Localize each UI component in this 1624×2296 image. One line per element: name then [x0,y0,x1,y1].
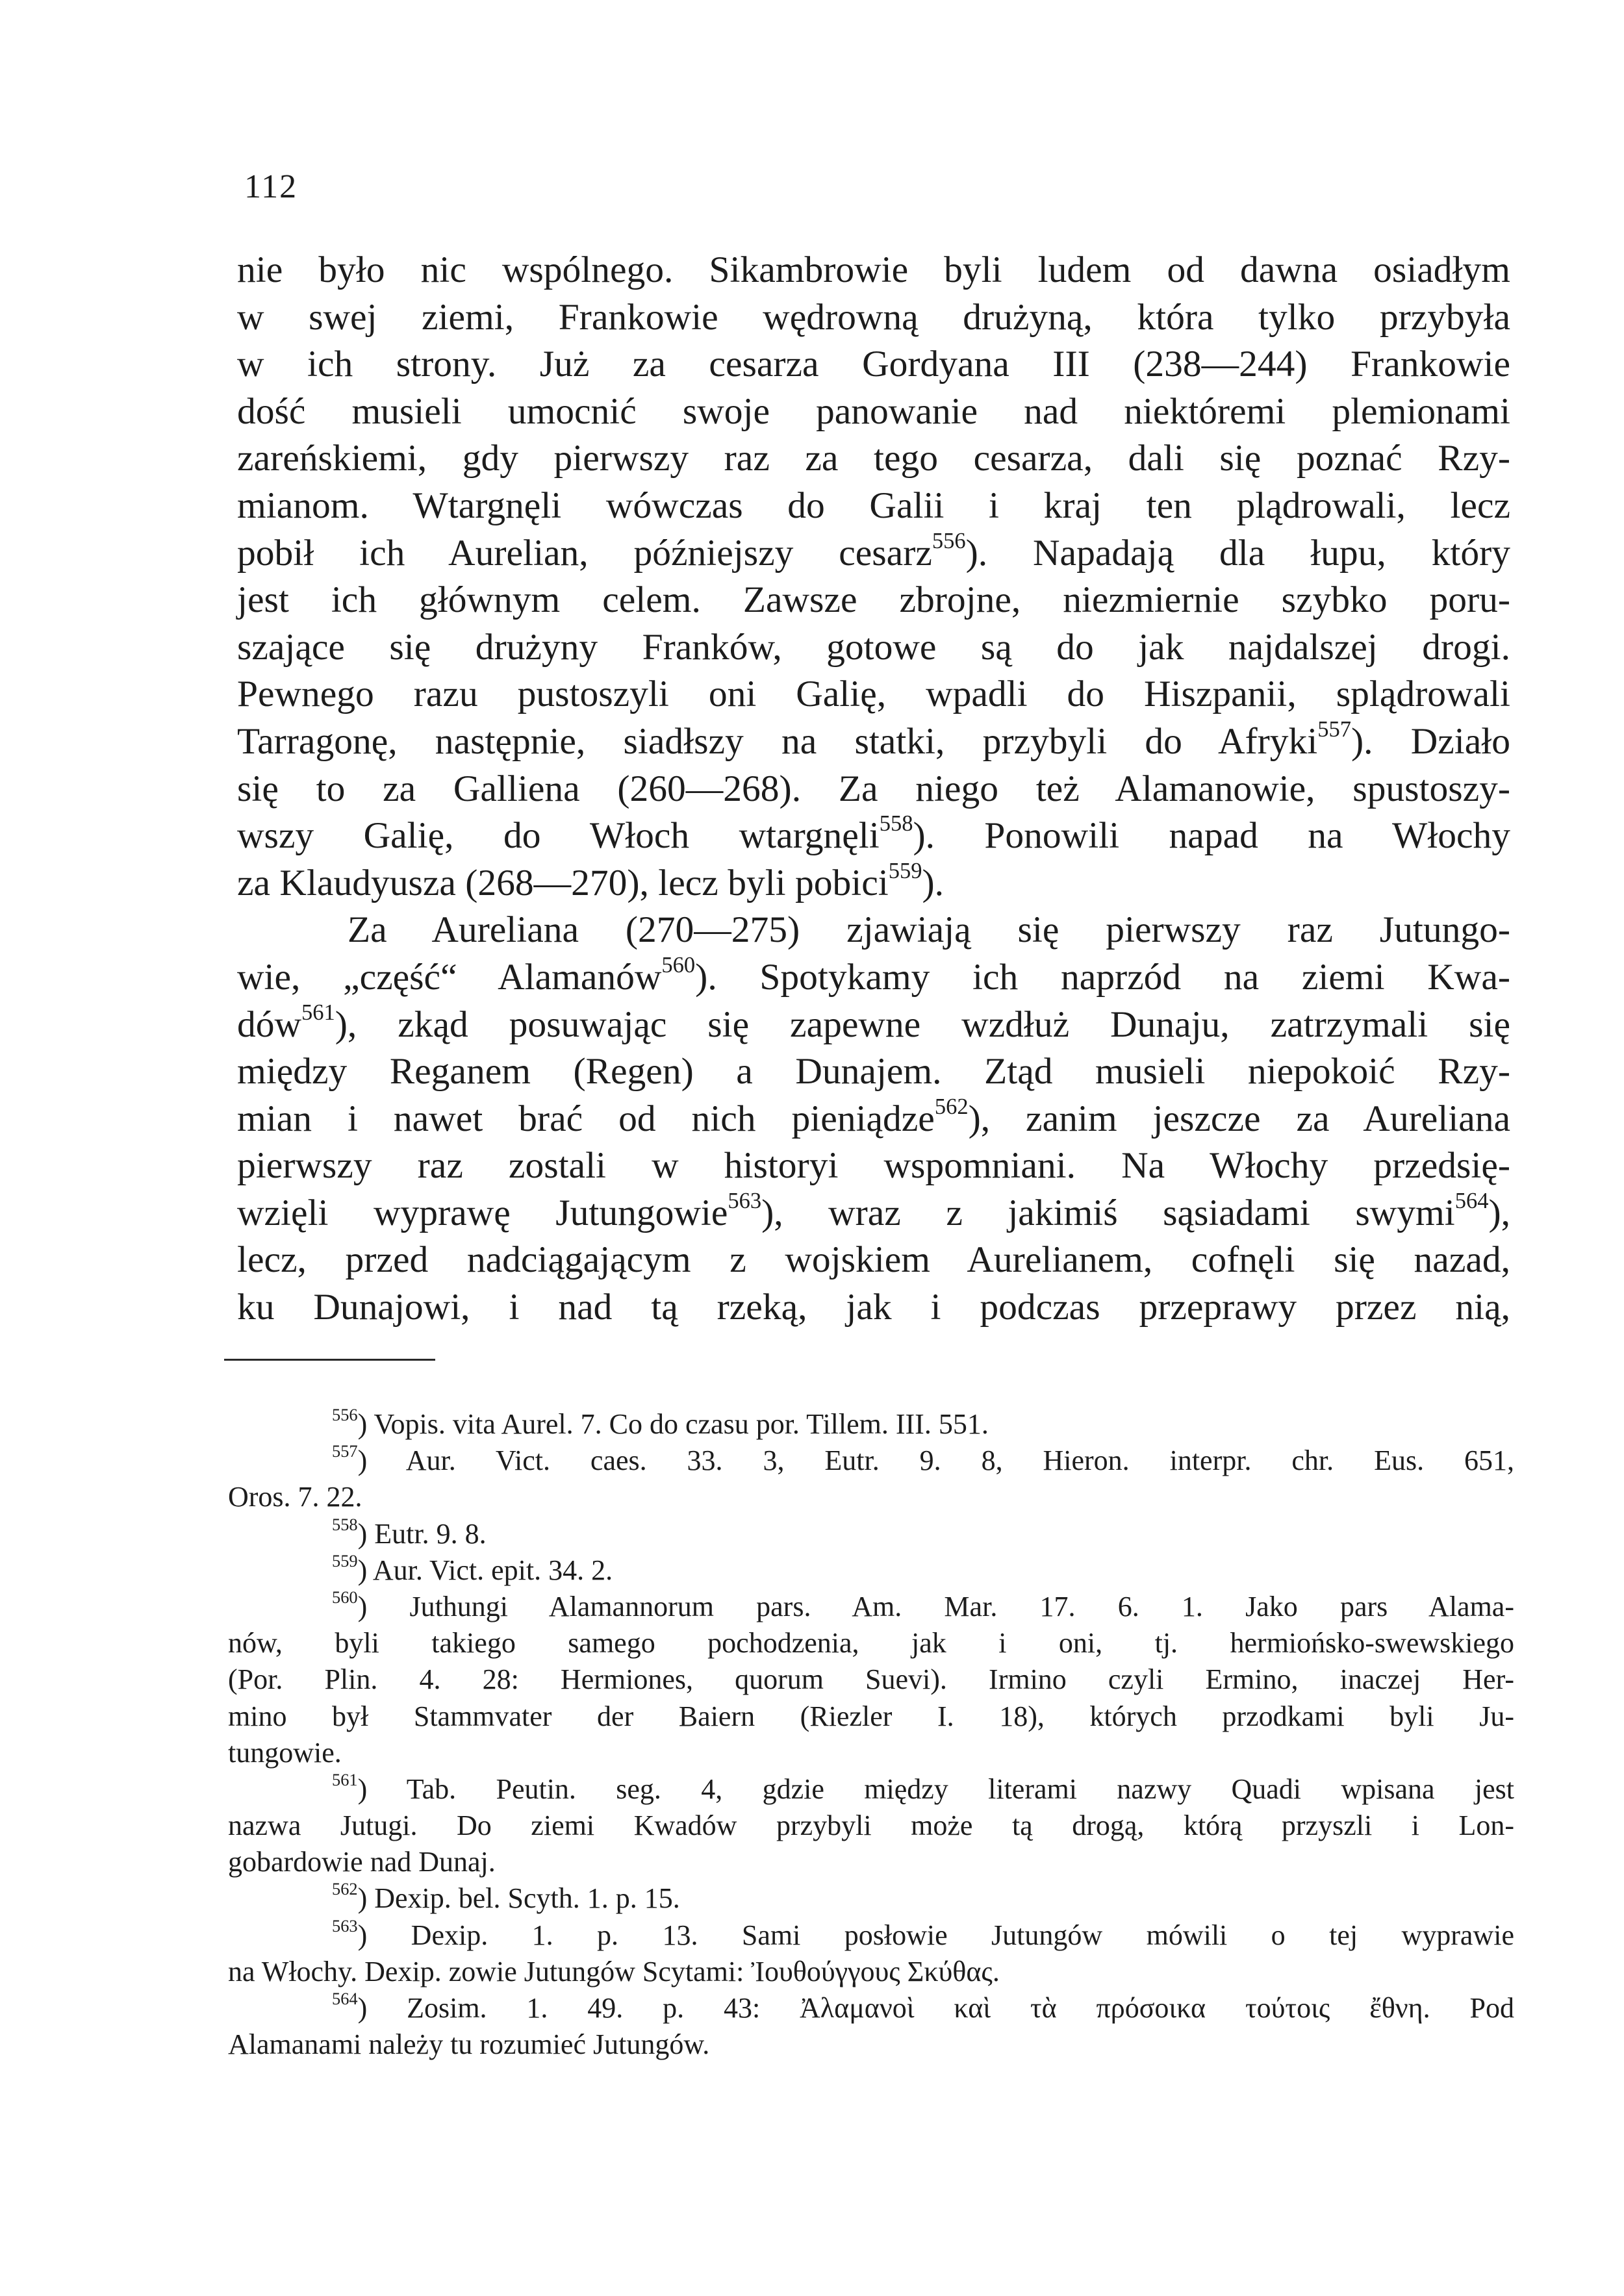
footnote-marker: 562 [332,1879,358,1899]
text-line [237,954,1510,1002]
footnote-marker: 558 [879,811,913,837]
footnote-marker: 560 [332,1587,358,1608]
text-segment: ku Dunajowi, i nad tą rzeką, jak i podczas przeprawy przez nią, [237,1287,1510,1328]
text-segment: ), zanim jeszcze za Aureliana [968,1098,1510,1139]
footnote-text: ) Juthungi Alamannorum pars. Am. Mar. 17. 6. 1. Jako pars Alama- [357,1590,1514,1622]
text-line [237,624,1510,672]
text-line [237,294,1510,342]
footnote-marker: 557 [332,1441,358,1461]
footnote-text: ) Tab. Peutin. seg. 4, gdzie między literami nazwy Quadi wpisana jest [357,1772,1514,1805]
footnote-marker: 564 [332,1989,358,2009]
text-segment: dów [237,1003,302,1045]
text-segment: pobił ich Aurelian, późniejszy cesarz [237,532,932,574]
footnote-line [228,1808,1514,1844]
footnote-text: ) Dexip. 1. p. 13. Sami posłowie Jutungów mówili o tej wyprawie [357,1919,1514,1951]
text-segment: ). [922,862,945,903]
text-segment: mian i nawet brać od nich pieniądze [237,1098,935,1139]
footnote-text: mino był Stammvater der Baiern (Riezler I. 18), których przodkami byli Ju- [228,1700,1514,1732]
text-line [237,671,1510,718]
footnote-entry [228,1771,1514,1808]
footnote-marker: 561 [301,1000,335,1025]
footnote-text: ) Eutr. 9. 8. [357,1517,487,1550]
footnote-line [228,1735,1514,1771]
text-segment: jest ich głównym celem. Zawsze zbrojne, niezmiernie szybko poru- [237,579,1510,621]
footnote-entry [228,1406,1514,1443]
text-line [237,577,1510,624]
text-line [237,907,1510,954]
text-segment: ). Spotykamy ich naprzód na ziemi Kwa- [695,956,1510,998]
footnote-text: tungowie. [228,1736,342,1769]
text-line [237,1284,1510,1331]
footnote-entry [228,1589,1514,1625]
text-line [237,388,1510,436]
footnote-text: nów, byli takiego samego pochodzenia, jak i oni, tj. hermiońsko-swewskiego [228,1627,1514,1659]
footnote-marker: 558 [332,1514,358,1534]
text-segment: dość musieli umocnić swoje panowanie nad niektóremi plemionami [237,390,1510,432]
text-segment: wie, „część“ Alamanów [237,956,662,998]
footnote-marker: 562 [934,1094,969,1119]
footnote-line [228,1661,1514,1698]
text-line [237,1142,1510,1190]
text-line [237,718,1510,766]
footnote-entry [228,1990,1514,2026]
text-segment: ), wraz z jakimiś sąsiadami swymi [761,1192,1455,1233]
text-segment: nie było nic wspólnego. Sikambrowie byli ludem od dawna osiadłym [237,249,1510,290]
text-line [237,341,1510,388]
footnote-entry [228,1880,1514,1917]
footnote-text: gobardowie nad Dunaj. [228,1846,496,1878]
text-segment: pierwszy raz zostali w historyi wspomniani. Na Włochy przedsię- [237,1145,1510,1187]
footnote-marker: 564 [1454,1189,1489,1213]
text-line [237,766,1510,813]
text-line [237,1048,1510,1096]
footnote-text: Alamanami należy tu rozumieć Jutungów. [228,2028,710,2061]
footnote-text: ) Zosim. 1. 49. p. 43: Ἀλαμανοὶ καὶ τὰ πρόσοικα τούτοις ἔθνη. Pod [357,1992,1514,2024]
footnote-marker: 563 [332,1915,358,1936]
text-segment: zareńskiemi, gdy pierwszy raz za tego cesarza, dali się poznać Rzy- [237,438,1510,479]
footnote-line [228,1698,1514,1735]
text-line [237,1096,1510,1143]
text-segment: Pewnego razu pustoszyli oni Galię, wpadli do Hiszpanii, splądrowali [237,674,1510,715]
footnote-line [228,1954,1514,1990]
footnote-entry [228,1443,1514,1479]
footnote-line [228,1625,1514,1661]
footnotes [228,1406,1514,2063]
footnote-line [228,1844,1514,1880]
text-segment: wszy Galię, do Włoch wtargnęli [237,815,880,857]
footnote-text: ) Aur. Vict. caes. 33. 3, Eutr. 9. 8, Hieron. interpr. chr. Eus. 651, [357,1444,1514,1477]
text-segment: za Klaudyusza (268—270), lecz byli pobici [237,862,889,903]
text-line [237,860,1510,907]
footnote-marker: 563 [728,1189,762,1213]
footnote-entry [228,1552,1514,1589]
footnote-marker: 560 [661,953,696,978]
text-segment: ). Napadają dla łupu, który [965,532,1510,574]
text-segment: między Reganem (Regen) a Dunajem. Ztąd musieli niepokoić Rzy- [237,1051,1510,1092]
text-segment: ), [1488,1192,1510,1233]
footnote-text: ) Aur. Vict. epit. 34. 2. [357,1554,613,1586]
text-line [237,247,1510,294]
text-segment: lecz, przed nadciągającym z wojskiem Aurelianem, cofnęli się nazad, [237,1239,1510,1281]
text-segment: ). Działo [1351,720,1510,762]
footnote-entry [228,1917,1514,1954]
footnote-marker: 556 [932,528,966,553]
footnote-separator [224,1359,435,1361]
main-text [237,247,1510,1331]
text-line [237,1237,1510,1284]
text-segment: Tarragonę, następnie, siadłszy na statki, przybyli do Afryki [237,720,1318,762]
text-segment: w ich strony. Już za cesarza Gordyana III (238—244) Frankowie [237,344,1510,385]
footnote-text: Oros. 7. 22. [228,1481,362,1513]
text-segment: ). Ponowili napad na Włochy [913,815,1510,857]
text-line [237,813,1510,860]
text-segment: szające się drużyny Franków, gotowe są do jak najdalszej drogi. [237,626,1510,668]
text-segment: ), zkąd posuwając się zapewne wzdłuż Dunaju, zatrzymali się [335,1003,1510,1045]
text-segment: Za Aureliana (270—275) zjawiają się pierwszy raz Jutungo- [348,909,1510,951]
footnote-line [228,1479,1514,1515]
text-line [237,435,1510,483]
footnote-text: ) Vopis. vita Aurel. 7. Co do czasu por. Tillem. III. 551. [357,1408,989,1440]
text-line [237,1190,1510,1237]
footnote-marker: 556 [332,1405,358,1425]
text-line [237,483,1510,530]
footnote-entry [228,1516,1514,1552]
text-segment: w swej ziemi, Frankowie wędrowną drużyną, która tylko przybyła [237,296,1510,338]
footnote-text: (Por. Plin. 4. 28: Hermiones, quorum Suevi). Irmino czyli Ermino, inaczej Her- [228,1663,1514,1696]
footnote-marker: 561 [332,1770,358,1790]
footnote-marker: 557 [1317,717,1351,742]
footnote-text: na Włochy. Dexip. zowie Jutungów Scytami: Ἰουθούγγους Σκύθας. [228,1955,1000,1987]
footnote-line [228,2026,1514,2063]
text-segment: mianom. Wtargnęli wówczas do Galii i kraj ten plądrowali, lecz [237,485,1510,526]
text-line [237,1002,1510,1049]
footnote-text: nazwa Jutugi. Do ziemi Kwadów przybyli może tą drogą, którą przyszli i Lon- [228,1810,1514,1842]
text-segment: wzięli wyprawę Jutungowie [237,1192,728,1233]
footnote-marker: 559 [888,858,922,883]
page-number: 112 [244,168,298,205]
footnote-text: ) Dexip. bel. Scyth. 1. p. 15. [357,1882,680,1915]
text-line [237,530,1510,577]
footnote-marker: 559 [332,1550,358,1571]
text-segment: się to za Galliena (260—268). Za niego też Alamanowie, spustoszy- [237,768,1510,809]
